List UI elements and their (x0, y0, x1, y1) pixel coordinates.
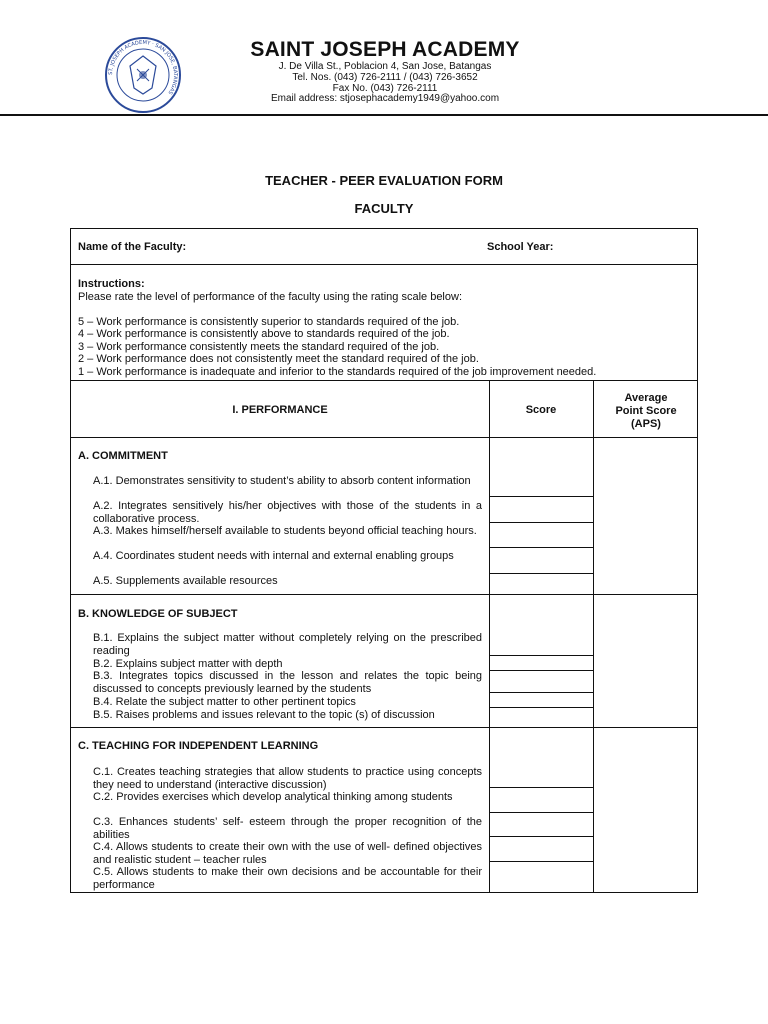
column-divider (593, 728, 594, 892)
faculty-info-box (70, 228, 698, 265)
school-fax: Fax No. (043) 726-2111 (332, 83, 438, 94)
section-commitment (70, 437, 698, 595)
score-cell-divider (489, 522, 593, 523)
score-cell-divider (489, 707, 593, 708)
score-cell-divider (489, 692, 593, 693)
school-telephone: Tel. Nos. (043) 726-2111 / (043) 726-3652 (292, 72, 478, 83)
aps-header-line: Point Score (615, 405, 677, 417)
section-title: B. KNOWLEDGE OF SUBJECT (78, 608, 238, 620)
section-title: C. TEACHING FOR INDEPENDENT LEARNING (78, 740, 319, 752)
score-cell-divider (489, 496, 593, 497)
header-divider (0, 114, 768, 116)
aps-header-line: (APS) (631, 418, 661, 430)
criterion-item: C.1. Creates teaching strategies that allow students to practice using concepts they need to understand (interactive discussion) (93, 766, 482, 791)
table-header (70, 380, 698, 438)
criterion-item: C.5. Allows students to make their own decisions and be accountable for their performance (93, 866, 482, 891)
rating-scale-item: 1 – Work performance is inadequate and inferior to the standards required of the job improvement needed. (78, 366, 597, 378)
criterion-item: A.3. Makes himself/herself available to students beyond official teaching hours. (93, 525, 477, 537)
form-subtitle: FACULTY (354, 201, 414, 216)
aps-header-line: Average (624, 392, 668, 404)
score-cell-divider (489, 836, 593, 837)
score-cell-divider (489, 573, 593, 574)
school-email: Email address: stjosephacademy1949@yahoo.com (270, 93, 500, 104)
rating-scale-item: 2 – Work performance does not consistently meet the standard required of the job. (78, 353, 479, 365)
section-knowledge-of-subject (70, 594, 698, 728)
column-divider (593, 438, 594, 594)
instructions-box (70, 264, 698, 381)
score-cell-divider (489, 861, 593, 862)
school-address: J. De Villa St., Poblacion 4, San Jose, Batangas (278, 61, 492, 72)
criterion-item: B.1. Explains the subject matter without completely relying on the prescribed reading (93, 632, 482, 657)
faculty-name-label: Name of the Faculty: (78, 241, 187, 253)
score-cell-divider (489, 670, 593, 671)
rating-scale-item: 5 – Work performance is consistently superior to standards required of the job. (78, 316, 460, 328)
section-teaching-for-independent-learning (70, 727, 698, 893)
criterion-item: A.2. Integrates sensitively his/her objectives with those of the students in a collaborative process. (93, 500, 482, 525)
instructions-text: Please rate the level of performance of the faculty using the rating scale below: (78, 291, 462, 303)
criterion-item: A.4. Coordinates student needs with internal and external enabling groups (93, 550, 454, 562)
form-title: TEACHER - PEER EVALUATION FORM (265, 173, 503, 188)
score-cell-divider (489, 812, 593, 813)
column-divider (489, 438, 490, 594)
rating-scale-item: 3 – Work performance consistently meets the standard required of the job. (78, 341, 440, 353)
school-year-label: School Year: (487, 241, 554, 253)
criterion-item: C.4. Allows students to create their own with the use of well- defined objectives and realistic student – teacher rules (93, 841, 482, 866)
criterion-item: B.5. Raises problems and issues relevant to the topic (s) of discussion (93, 709, 435, 721)
criterion-item: B.3. Integrates topics discussed in the lesson and relates the topic being discussed to concepts previously learned by the students (93, 670, 482, 695)
svg-text:ST. JOSEPH ACADEMY · SAN JOSE,: ST. JOSEPH ACADEMY · SAN JOSE, BATANGAS (107, 39, 179, 96)
score-cell-divider (489, 547, 593, 548)
criterion-item: B.4. Relate the subject matter to other pertinent topics (93, 696, 356, 708)
column-divider (489, 728, 490, 892)
criterion-item: B.2. Explains subject matter with depth (93, 658, 283, 670)
column-divider (593, 595, 594, 727)
score-cell-divider (489, 655, 593, 656)
school-seal-logo (104, 36, 182, 114)
score-cell-divider (489, 787, 593, 788)
criterion-item: C.2. Provides exercises which develop analytical thinking among students (93, 791, 453, 803)
performance-column-header: I. PERFORMANCE (232, 404, 328, 416)
criterion-item: A.1. Demonstrates sensitivity to student’s ability to absorb content information (93, 475, 471, 487)
aps-column-header (593, 392, 699, 431)
criterion-item: A.5. Supplements available resources (93, 575, 278, 587)
rating-scale-item: 4 – Work performance is consistently above to standards required of the job. (78, 328, 450, 340)
score-column-header: Score (525, 404, 557, 416)
instructions-heading: Instructions: (78, 278, 145, 290)
school-name: SAINT JOSEPH ACADEMY (250, 38, 520, 61)
section-title: A. COMMITMENT (78, 450, 168, 462)
criterion-item: C.3. Enhances students’ self- esteem through the proper recognition of the abilities (93, 816, 482, 841)
